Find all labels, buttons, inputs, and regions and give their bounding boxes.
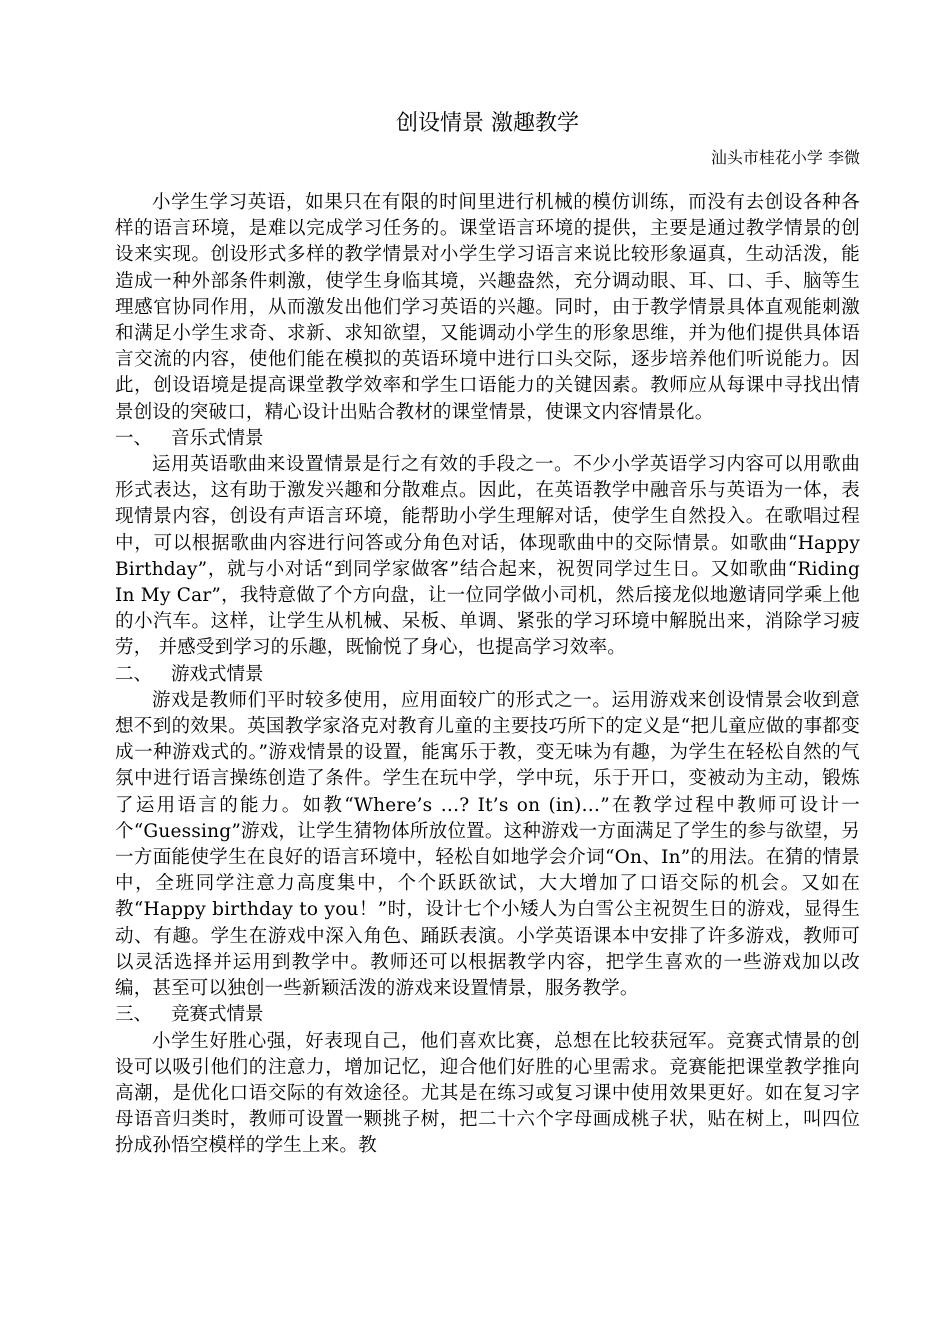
document-title: 创设情景 激趣教学	[396, 111, 579, 136]
document-author: 汕头市桂花小学 李微	[710, 148, 860, 167]
section-title: 竞赛式情景	[171, 1004, 264, 1026]
section-body-2: 游戏是教师们平时较多使用，应用面较广的形式之一。运用游戏来创设情景会收到意想不到的效果。英国教学家洛克对教育儿童的主要技巧所下的定义是“把儿童应做的事都变成一种游戏式的。”游戏情景的设置，能寓乐于教，变无味为有趣，为学生在轻松自然的气氛中进行语言操练创造了条件。学生在玩中学，学中玩，乐于开口，变被动为主动，锻炼了运用语言的能力。如教“Where’s …? It’s on (in)…”在教学过程中教师可设计一个“Guessing”游戏，让学生猜物体所放位置。这种游戏一方面满足了学生的参与欲望，另一方面能使学生在良好的语言环境中，轻松自如地学会介词“On、In”的用法。在猜的情景中，全班同学注意力高度集中，个个跃跃欲试，大大增加了口语交际的机会。又如在教“Happy birthday to you！”时，设计七个小矮人为白雪公主祝贺生日的游戏，显得生动、有趣。学生在游戏中深入角色、踊跃表演。小学英语课本中安排了许多游戏，教师可以灵活选择并运用到教学中。教师还可以根据教学内容，把学生喜欢的一些游戏加以改编，甚至可以独创一些新颖活泼的游戏来设置情景，服务教学。	[115, 689, 860, 1000]
section-title: 游戏式情景	[171, 663, 264, 685]
intro-paragraph: 小学生学习英语，如果只在有限的时间里进行机械的模仿训练，而没有去创设各种各样的语言环境，是难以完成学习任务的。课堂语言环境的提供，主要是通过教学情景的创设来实现。创设形式多样的教学情景对小学生学习语言来说比较形象逼真，生动活泼，能造成一种外部条件刺激，使学生身临其境，兴趣盎然，充分调动眼、耳、口、手、脑等生理感官协同作用，从而激发出他们学习英语的兴趣。同时，由于教学情景具体直观能刺激和满足小学生求奇、求新、求知欲望，又能调动小学生的形象思维，并为他们提供具体语言交流的内容，使他们能在模拟的英语环境中进行口头交际，逐步培养他们听说能力。因此，创设语境是提高课堂教学效率和学生口语能力的关键因素。教师应从每课中寻找出情景创设的突破口，精心设计出贴合教材的课堂情景，使课文内容情景化。	[115, 192, 860, 423]
section-heading-3	[115, 1002, 860, 1028]
section-number: 三、	[115, 1004, 153, 1026]
section-heading-2	[115, 662, 860, 688]
section-heading-1	[115, 426, 860, 452]
section-body-1: 运用英语歌曲来设置情景是行之有效的手段之一。不少小学英语学习内容可以用歌曲形式表达，这有助于激发兴趣和分散难点。因此，在英语教学中融音乐与英语为一体，表现情景内容，创设有声语言环境，能帮助小学生理解对话，使学生自然投入。在歌唱过程中，可以根据歌曲内容进行问答或分角色对话，体现歌曲中的交际情景。如歌曲“Happy Birthday”，就与小对话“到同学家做客”结合起来，祝贺同学过生日。又如歌曲“Riding In My Car”，我特意做了个方向盘，让一位同学做小司机，然后接龙似地邀请同学乘上他的小汽车。这样，让学生从机械、呆板、单调、紧张的学习环境中解脱出来，消除学习疲劳， 并感受到学习的乐趣，既愉悦了身心，也提高学习效率。	[115, 454, 860, 659]
section-body-3: 小学生好胜心强，好表现自己，他们喜欢比赛，总想在比较获冠军。竞赛式情景的创设可以吸引他们的注意力，增加记忆，迎合他们好胜的心里需求。竞赛能把课堂教学推向高潮，是优化口语交际的有效途径。尤其是在练习或复习课中使用效果更好。如在复习字母语音归类时，教师可设置一颗挑子树，把二十六个字母画成桃子状，贴在树上，叫四位扮成孙悟空模样的学生上来。教	[115, 1030, 860, 1157]
section-number: 二、	[115, 663, 153, 685]
document-page	[115, 108, 860, 1160]
section-title: 音乐式情景	[171, 427, 264, 449]
section-number: 一、	[115, 427, 153, 449]
